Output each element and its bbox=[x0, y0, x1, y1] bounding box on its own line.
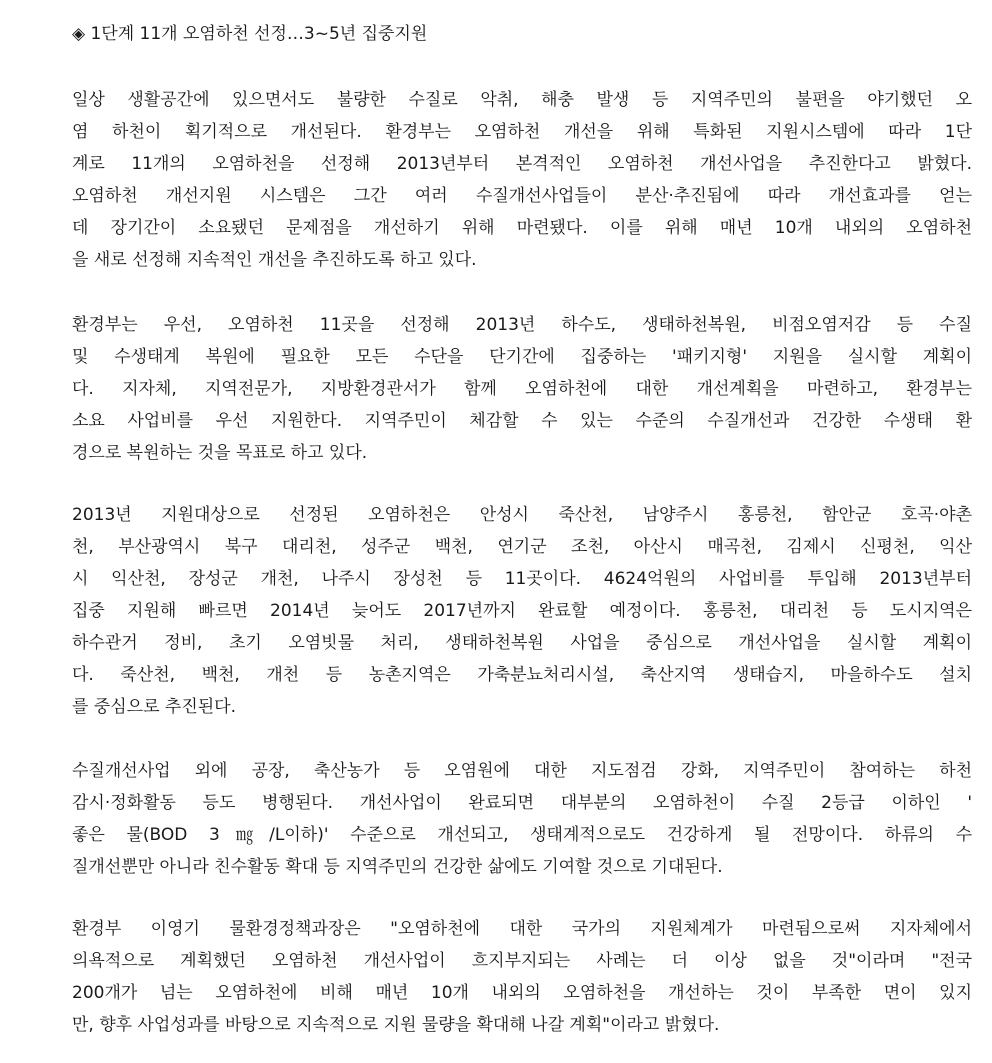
text-line: 경으로 복원하는 것을 목표로 하고 있다. bbox=[72, 443, 368, 463]
text-line: 소요 사업비를 우선 지원한다. 지역주민이 체감할 수 있는 수준의 수질개선과 건강한 수생태 환 bbox=[72, 411, 972, 431]
text-line: 환경부는 우선, 오염하천 11곳을 선정해 2013년 하수도, 생태하천복원, 비점오염저감 등 수질 bbox=[72, 315, 972, 335]
text-line: 2013년 지원대상으로 선정된 오염하천은 안성시 죽산천, 남양주시 홍릉천, 함안군 호곡·야촌 bbox=[72, 505, 972, 525]
text-line: 하수관거 정비, 초기 오염빗물 처리, 생태하천복원 사업을 중심으로 개선사업을 실시할 계획이 bbox=[72, 633, 972, 653]
text-line: 및 수생태계 복원에 필요한 모든 수단을 단기간에 집중하는 '패키지형' 지원을 실시할 계획이 bbox=[72, 347, 972, 367]
text-line: 천, 부산광역시 북구 대리천, 성주군 백천, 연기군 조천, 아산시 매곡천, 김제시 신평천, 익산 bbox=[72, 537, 972, 557]
paragraph-1 bbox=[72, 84, 972, 276]
text-line: 계로 11개의 오염하천을 선정해 2013년부터 본격적인 오염하천 개선사업을 추진한다고 밝혔다. bbox=[72, 154, 972, 174]
text-line: 감시·정화활동 등도 병행된다. 개선사업이 완료되면 대부분의 오염하천이 수질 2등급 이하인 ' bbox=[72, 793, 972, 813]
text-line: 오염하천 개선지원 시스템은 그간 여러 수질개선사업들이 분산·추진됨에 따라 개선효과를 얻는 bbox=[72, 186, 972, 206]
text-line: 좋은 물(BOD 3㎎/L이하)' 수준으로 개선되고, 생태계적으로도 건강하게 될 전망이다. 하류의 수 bbox=[72, 825, 972, 845]
text-line: 데 장기간이 소요됐던 문제점을 개선하기 위해 마련됐다. 이를 위해 매년 10개 내외의 오염하천 bbox=[72, 218, 972, 238]
text-line: 다. 죽산천, 백천, 개천 등 농촌지역은 가축분뇨처리시설, 축산지역 생태습지, 마을하수도 설치 bbox=[72, 665, 972, 685]
paragraph-3 bbox=[72, 499, 972, 723]
text-line: 환경부 이영기 물환경정책과장은 "오염하천에 대한 국가의 지원체계가 마련됨으로써 지자체에서 bbox=[72, 919, 972, 939]
text-line: 질개선뿐만 아니라 친수활동 확대 등 지역주민의 건강한 삶에도 기여할 것으로 기대된다. bbox=[72, 857, 723, 877]
paragraph-5 bbox=[72, 913, 972, 1041]
text-line: 만, 향후 사업성과를 바탕으로 지속적으로 지원 물량을 확대해 나갈 계획"이라고 밝혔다. bbox=[72, 1015, 720, 1035]
text-line: 200개가 넘는 오염하천에 비해 매년 10개 내외의 오염하천을 개선하는 것이 부족한 면이 있지 bbox=[72, 983, 972, 1003]
text-line: 의욕적으로 계획했던 오염하천 개선사업이 흐지부지되는 사례는 더 이상 없을 것"이라며 "전국 bbox=[72, 951, 972, 971]
text-line: 일상 생활공간에 있으면서도 불량한 수질로 악취, 해충 발생 등 지역주민의 불편을 야기했던 오 bbox=[72, 90, 972, 110]
paragraph-4 bbox=[72, 755, 972, 883]
text-line: 다. 지자체, 지역전문가, 지방환경관서가 함께 오염하천에 대한 개선계획을 마련하고, 환경부는 bbox=[72, 379, 972, 399]
paragraph-2 bbox=[72, 309, 972, 469]
text-line: 염 하천이 획기적으로 개선된다. 환경부는 오염하천 개선을 위해 특화된 지원시스템에 따라 1단 bbox=[72, 122, 972, 142]
section-heading: ◈ 1단계 11개 오염하천 선정…3~5년 집중지원 bbox=[72, 24, 428, 44]
text-line: 시 익산천, 장성군 개천, 나주시 장성천 등 11곳이다. 4624억원의 사업비를 투입해 2013년부터 bbox=[72, 569, 972, 589]
text-line: 을 새로 선정해 지속적인 개선을 추진하도록 하고 있다. bbox=[72, 250, 477, 270]
text-line: 를 중심으로 추진된다. bbox=[72, 697, 237, 717]
text-line: 집중 지원해 빠르면 2014년 늦어도 2017년까지 완료할 예정이다. 홍릉천, 대리천 등 도시지역은 bbox=[72, 601, 972, 621]
text-line: 수질개선사업 외에 공장, 축산농가 등 오염원에 대한 지도점검 강화, 지역주민이 참여하는 하천 bbox=[72, 761, 972, 781]
